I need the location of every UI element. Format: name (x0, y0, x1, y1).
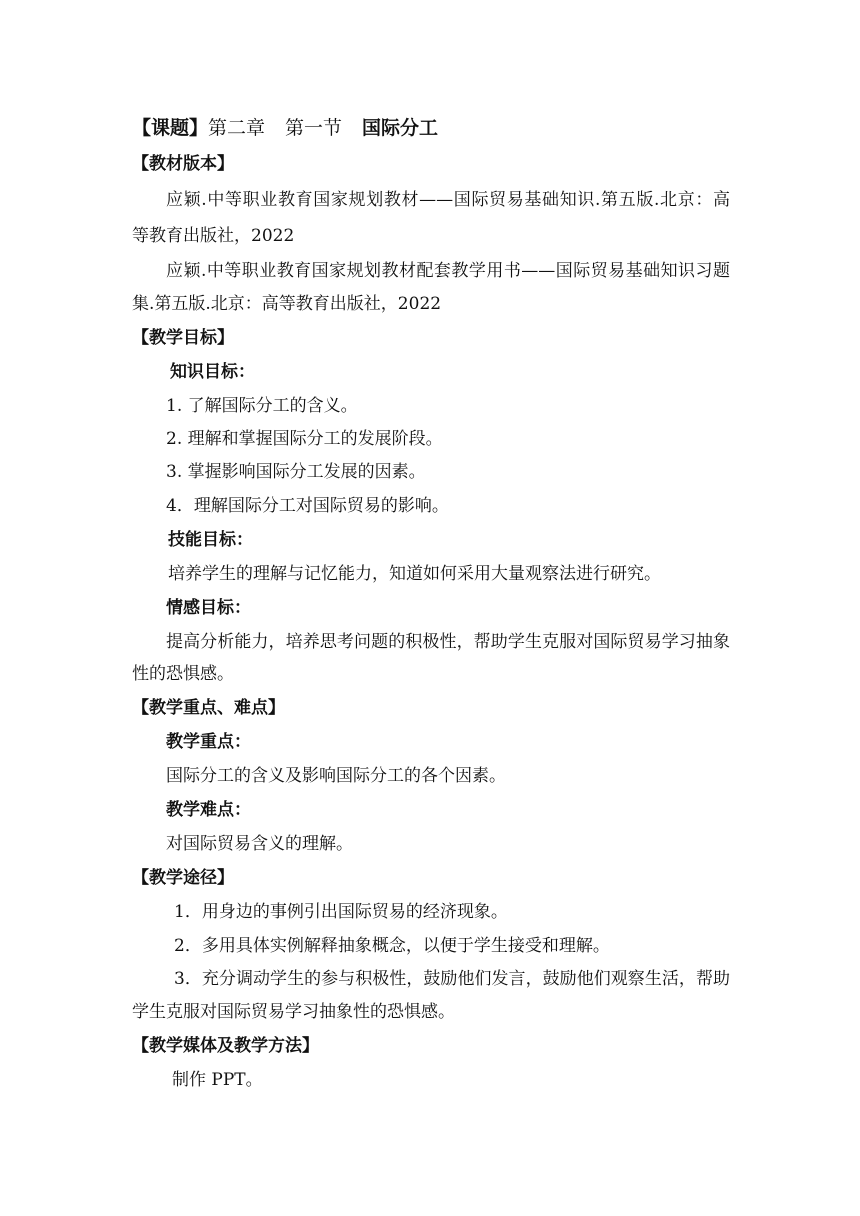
emotion-objectives-line-1: 提高分析能力，培养思考问题的积极性，帮助学生克服对国际贸易学习抽象 (166, 632, 730, 652)
knowledge-item-3: 3. 掌握影响国际分工发展的因素。 (166, 462, 426, 482)
approach-item-3-line-1: 3．充分调动学生的参与积极性，鼓励他们发言，鼓励他们观察生活，帮助 (174, 969, 730, 989)
teaching-focus-label: 教学重点： (166, 732, 251, 752)
teaching-difficulty-label: 教学难点： (166, 800, 251, 820)
approach-item-2: 2．多用具体实例解释抽象概念，以便于学生接受和理解。 (174, 936, 610, 956)
textbook-ref-1-line-1: 应颖.中等职业教育国家规划教材——国际贸易基础知识.第五版.北京：高 (166, 190, 730, 210)
knowledge-objectives-label: 知识目标： (170, 362, 255, 382)
textbook-ref-2-line-2: 集.第五版.北京：高等教育出版社，2022 (132, 294, 442, 314)
approach-item-3-line-2: 学生克服对国际贸易学习抽象性的恐惧感。 (132, 1002, 455, 1022)
skill-objectives-label: 技能目标： (168, 530, 253, 550)
emotion-objectives-label: 情感目标： (166, 598, 251, 618)
media-heading: 【教学媒体及教学方法】 (132, 1036, 319, 1056)
lesson-title (132, 114, 438, 142)
knowledge-item-2: 2. 理解和掌握国际分工的发展阶段。 (166, 429, 443, 449)
textbook-ref-1-line-2: 等教育出版社，2022 (132, 226, 295, 246)
approach-item-1: 1．用身边的事例引出国际贸易的经济现象。 (174, 902, 508, 922)
key-points-heading: 【教学重点、难点】 (132, 698, 285, 718)
skill-objectives-text: 培养学生的理解与记忆能力，知道如何采用大量观察法进行研究。 (168, 564, 661, 584)
approach-heading: 【教学途径】 (132, 868, 234, 888)
lesson-chapter: 第二章 (208, 117, 266, 139)
textbook-heading: 【教材版本】 (132, 154, 234, 174)
media-text: 制作 PPT。 (172, 1070, 263, 1090)
textbook-ref-2-line-1: 应颖.中等职业教育国家规划教材配套教学用书——国际贸易基础知识习题 (166, 261, 730, 281)
teaching-focus-text: 国际分工的含义及影响国际分工的各个因素。 (166, 766, 506, 786)
objectives-heading: 【教学目标】 (132, 328, 234, 348)
lesson-title-label: 【课题】 (132, 117, 209, 139)
emotion-objectives-line-2: 性的恐惧感。 (132, 664, 234, 684)
teaching-difficulty-text: 对国际贸易含义的理解。 (166, 834, 353, 854)
lesson-section: 第一节 (285, 117, 343, 139)
lesson-topic: 国际分工 (362, 117, 439, 139)
knowledge-item-4: 4．理解国际分工对国际贸易的影响。 (166, 496, 449, 516)
knowledge-item-1: 1. 了解国际分工的含义。 (166, 396, 358, 416)
